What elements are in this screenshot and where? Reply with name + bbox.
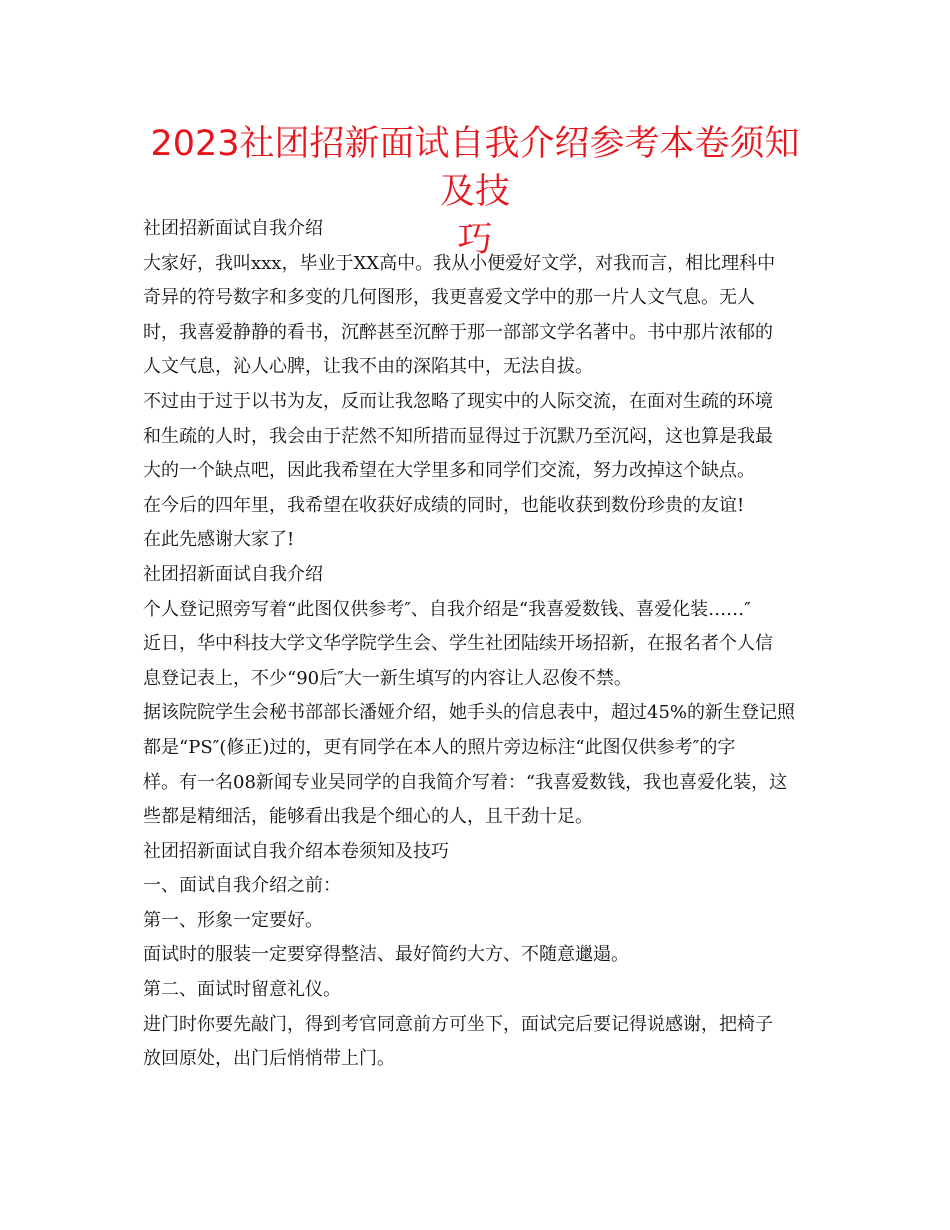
section-heading: 社团招新面试自我介绍本卷须知及技巧	[143, 840, 449, 862]
paragraph-line: 个人登记照旁写着“此图仅供参考″、自我介绍是“我喜爱数钱、喜爱化装……″	[143, 598, 751, 620]
paragraph-line: 人文气息，沁人心脾，让我不由的深陷其中，无法自拔。	[143, 356, 593, 378]
paragraph-line: 据该院院学生会秘书部部长潘娅介绍，她手头的信息表中，超过45%的新生登记照	[143, 702, 796, 724]
paragraph-line: 息登记表上，不少“90后″大一新生填写的内容让人忍俊不禁。	[143, 667, 632, 689]
paragraph-line: 在今后的四年里，我希望在收获好成绩的同时，也能收获到数份珍贵的友谊!	[143, 494, 745, 516]
section-heading: 社团招新面试自我介绍	[143, 563, 323, 585]
document-body	[143, 212, 813, 1077]
list-item: 第二、面试时留意礼仪。	[143, 979, 341, 1001]
paragraph-line: 奇异的符号数字和多变的几何图形，我更喜爱文学中的那一片人文气息。无人	[143, 287, 755, 309]
paragraph-line: 都是“PS″(修正)过的，更有同学在本人的照片旁边标注“此图仅供参考″的字	[143, 736, 736, 758]
section-heading: 社团招新面试自我介绍	[143, 218, 323, 239]
paragraph-line: 大家好，我叫xxx，毕业于XX高中。我从小便爱好文学，对我而言，相比理科中	[143, 252, 776, 274]
paragraph-line: 近日，华中科技大学文华学院学生会、学生社团陆续开场招新，在报名者个人信	[143, 633, 773, 655]
list-item: 第一、形象一定要好。	[143, 909, 323, 931]
paragraph-line: 进门时你要先敲门，得到考官同意前方可坐下，面试完后要记得说感谢，把椅子	[143, 1013, 773, 1035]
title-line-2: 巧	[457, 220, 493, 260]
paragraph-line: 样。有一名08新闻专业吴同学的自我简介写着：“我喜爱数钱，我也喜爱化装，这	[143, 771, 788, 793]
list-heading: 一、面试自我介绍之前：	[143, 875, 341, 897]
paragraph-line: 放回原处，出门后悄悄带上门。	[143, 1048, 395, 1070]
paragraph-line: 在此先感谢大家了!	[143, 529, 295, 551]
paragraph-line: 时，我喜爱静静的看书，沉醉甚至沉醉于那一部部文学名著中。书中那片浓郁的	[143, 321, 773, 343]
paragraph-line: 些都是精细活，能够看出我是个细心的人，且干劲十足。	[143, 806, 593, 828]
paragraph-line: 和生疏的人时，我会由于茫然不知所措而显得过于沉默乃至沉闷，这也算是我最	[143, 425, 773, 447]
title-line-1: 2023社团招新面试自我介绍参考本卷须知及技	[150, 124, 800, 212]
paragraph-line: 大的一个缺点吧，因此我希望在大学里多和同学们交流，努力改掉这个缺点。	[143, 460, 755, 482]
paragraph-line: 不过由于过于以书为友，反而让我忽略了现实中的人际交流，在面对生疏的环境	[143, 390, 773, 412]
paragraph-line: 面试时的服装一定要穿得整洁、最好简约大方、不随意邋遢。	[143, 944, 629, 966]
